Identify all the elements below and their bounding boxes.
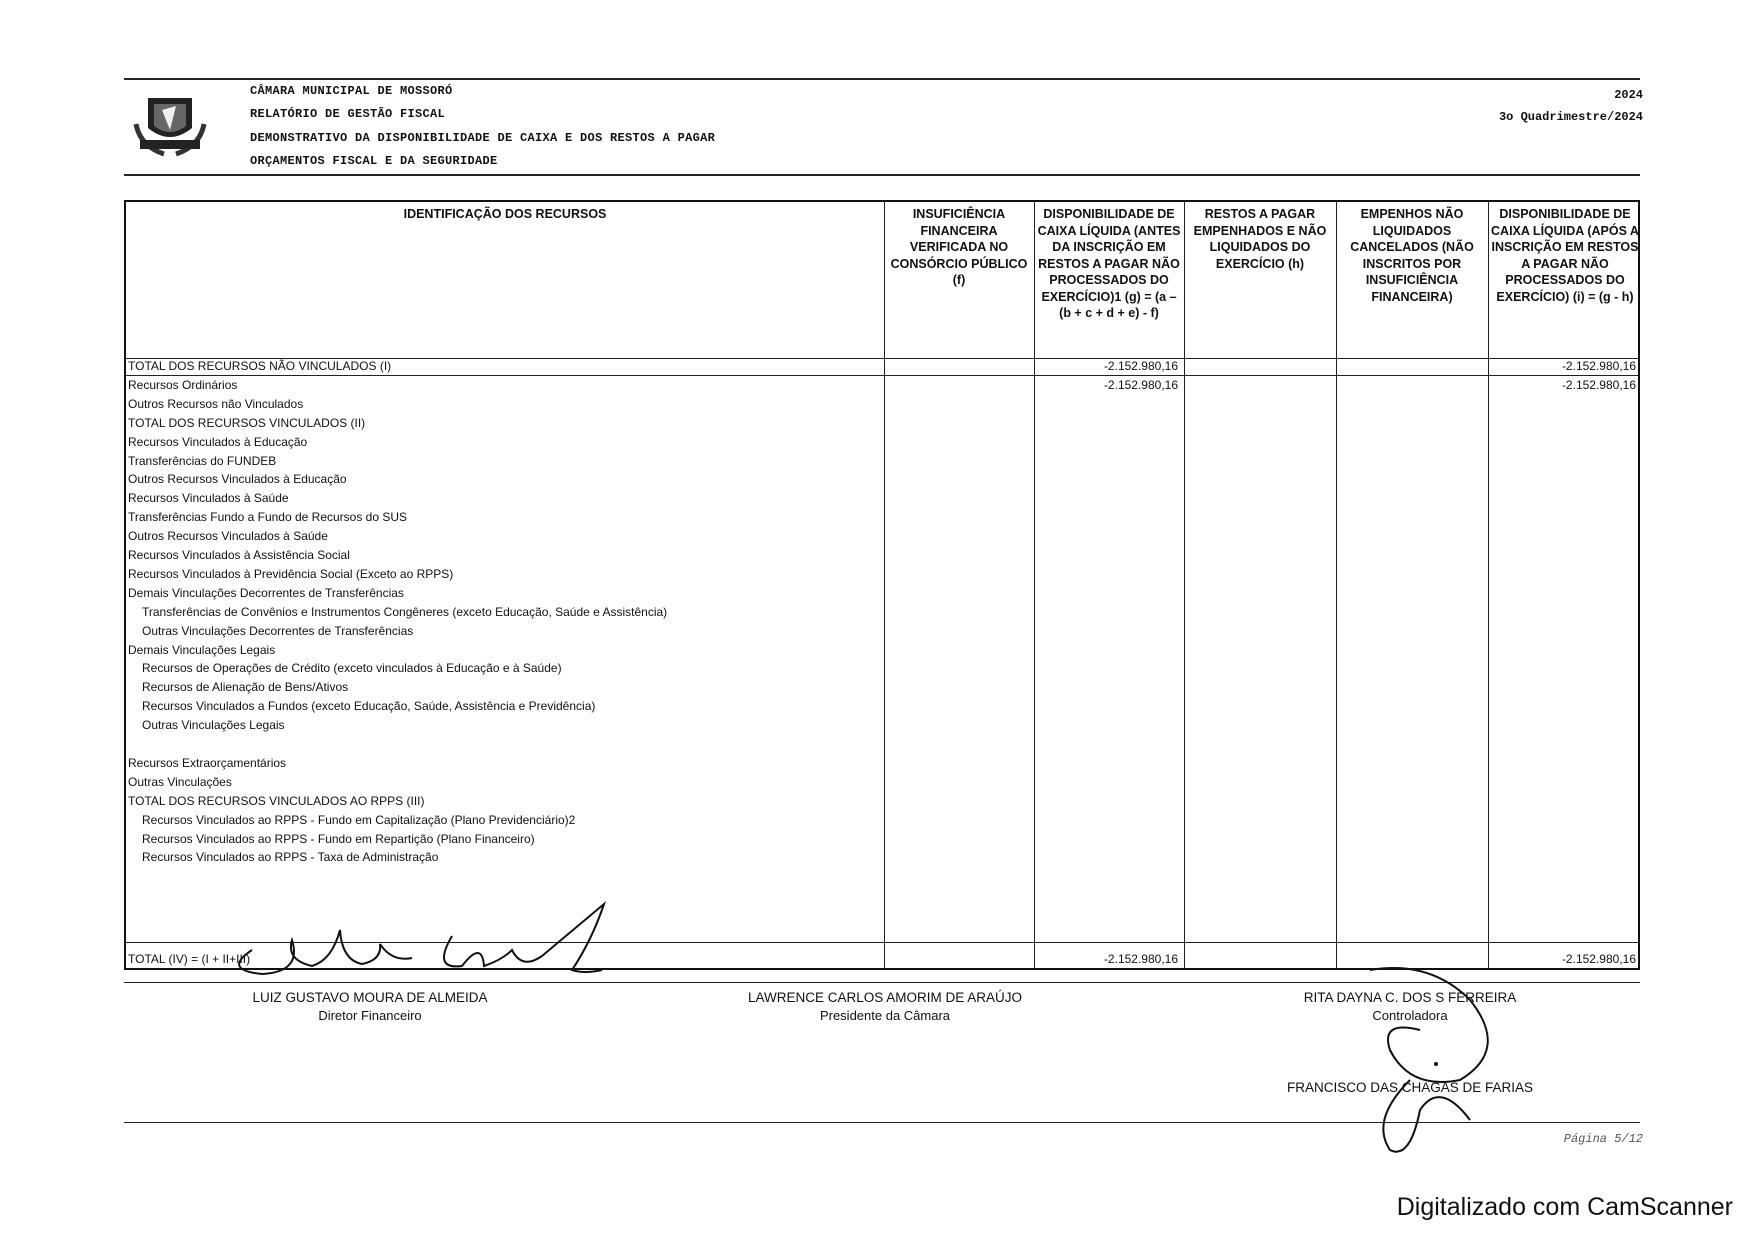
chamber-logo-icon [130, 84, 210, 164]
total-availability-after: -2.152.980,16 [1561, 952, 1636, 966]
report-period: 3o Quadrimestre/2024 [1498, 110, 1643, 124]
resource-row-label: Outras Vinculações [128, 774, 232, 789]
signatory-3-role: Controladora [1372, 1008, 1448, 1023]
header-bottom-rule [124, 174, 1640, 176]
availability-before-value: -2.152.980,16 [1103, 377, 1178, 392]
report-title: RELATÓRIO DE GESTÃO FISCAL [250, 107, 446, 121]
resource-row-label: TOTAL DOS RECURSOS NÃO VINCULADOS (I) [128, 359, 392, 373]
resource-row-label: Recursos Vinculados ao RPPS - Fundo em Capitalização (Plano Previdenciário)2 [142, 812, 576, 827]
report-scope: ORÇAMENTOS FISCAL E DA SEGURIDADE [250, 154, 498, 168]
resource-row-label: Outros Recursos não Vinculados [128, 396, 304, 411]
total-availability-before: -2.152.980,16 [1103, 952, 1178, 966]
resource-row-label: Recursos de Alienação de Bens/Ativos [142, 680, 349, 695]
resource-row-label: Recursos de Operações de Crédito (exceto vinculados à Educação e à Saúde) [142, 661, 562, 676]
signatory-1-role: Diretor Financeiro [318, 1008, 422, 1023]
resource-row-label: TOTAL DOS RECURSOS VINCULADOS AO RPPS (III) [128, 793, 425, 808]
report-subtitle: DEMONSTRATIVO DA DISPONIBILIDADE DE CAIXA E DOS RESTOS A PAGAR [250, 131, 716, 145]
availability-before-value: -2.152.980,16 [1103, 359, 1178, 373]
resource-row-label: Outros Recursos Vinculados à Saúde [128, 529, 328, 544]
col-header-availability-before: DISPONIBILIDADE DE CAIXA LÍQUIDA (ANTES DA INSCRIÇÃO EM RESTOS A PAGAR NÃO PROCESSADOS DO EXERCÍCIO)1 (g) = (a – (b + c + d + e) - f) [1037, 207, 1181, 320]
resource-row-label: Outros Recursos Vinculados à Educação [128, 472, 347, 487]
resource-row-label: Recursos Vinculados à Saúde [128, 491, 289, 506]
resource-row-label: Recursos Vinculados à Previdência Social (Exceto ao RPPS) [128, 566, 454, 581]
signatory-4-name: FRANCISCO DAS CHAGAS DE FARIAS [1286, 1080, 1534, 1095]
page-number: Página 5/12 [1563, 1132, 1643, 1146]
signatory-2-role: Presidente da Câmara [819, 1008, 951, 1023]
signatory-2-name: LAWRENCE CARLOS AMORIM DE ARAÚJO [747, 990, 1023, 1005]
availability-after-value: -2.152.980,16 [1561, 377, 1636, 392]
col-header-empenhos-cancelados: EMPENHOS NÃO LIQUIDADOS CANCELADOS (NÃO INSCRITOS POR INSUFICIÊNCIA FINANCEIRA) [1350, 207, 1474, 304]
availability-after-value: -2.152.980,16 [1561, 359, 1636, 373]
institution-name: CÂMARA MUNICIPAL DE MOSSORÓ [250, 84, 453, 98]
resource-row-label: Transferências do FUNDEB [128, 453, 277, 468]
resource-row-label: Transferências Fundo a Fundo de Recursos do SUS [128, 510, 408, 525]
col-header-identification: IDENTIFICAÇÃO DOS RECURSOS [403, 207, 607, 221]
resource-row-label: TOTAL DOS RECURSOS VINCULADOS (II) [128, 415, 366, 430]
resource-row-label: Recursos Vinculados ao RPPS - Fundo em Repartição (Plano Financeiro) [142, 831, 535, 846]
total-row-label: TOTAL (IV) = (I + II+III) [128, 952, 251, 966]
signature-gustavo-icon [222, 900, 612, 990]
col-header-availability-after: DISPONIBILIDADE DE CAIXA LÍQUIDA (APÓS A INSCRIÇÃO EM RESTOS A PAGAR NÃO PROCESSADOS DO EXERCÍCIO) (i) = (g - h) [1491, 207, 1639, 304]
resource-row-label: Demais Vinculações Decorrentes de Transferências [128, 585, 404, 600]
resource-row-label: Recursos Vinculados à Educação [128, 434, 308, 449]
footer-rule [124, 1122, 1640, 1123]
resource-row-label: Recursos Extraorçamentários [128, 755, 287, 770]
cash-availability-table [124, 200, 1640, 970]
resource-row-label: Recursos Vinculados ao RPPS - Taxa de Administração [142, 850, 439, 865]
signatory-1-name: LUIZ GUSTAVO MOURA DE ALMEIDA [252, 990, 488, 1005]
top-rule [124, 78, 1640, 80]
report-year: 2024 [1614, 88, 1643, 102]
col-header-restos-pagar: RESTOS A PAGAR EMPENHADOS E NÃO LIQUIDADOS DO EXERCÍCIO (h) [1193, 207, 1327, 271]
resource-row-label: Recursos Vinculados a Fundos (exceto Educação, Saúde, Assistência e Previdência) [142, 699, 596, 714]
col-header-insufficiency: INSUFICIÊNCIA FINANCEIRA VERIFICADA NO CONSÓRCIO PÚBLICO (f) [890, 207, 1028, 287]
resource-row-label: Outras Vinculações Legais [142, 718, 285, 733]
resource-row-label: Transferências de Convênios e Instrumentos Congêneres (exceto Educação, Saúde e Assistência) [142, 604, 668, 619]
resource-row-label: Demais Vinculações Legais [128, 642, 276, 657]
resource-row-label: Recursos Vinculados à Assistência Social [128, 548, 350, 562]
resource-row-label: Recursos Ordinários [128, 377, 238, 392]
resource-row-label: Outras Vinculações Decorrentes de Transferências [142, 623, 414, 638]
scanner-watermark: Digitalizado com CamScanner [1396, 1193, 1733, 1221]
signatory-3-name: RITA DAYNA C. DOS S FERREIRA [1303, 990, 1517, 1005]
